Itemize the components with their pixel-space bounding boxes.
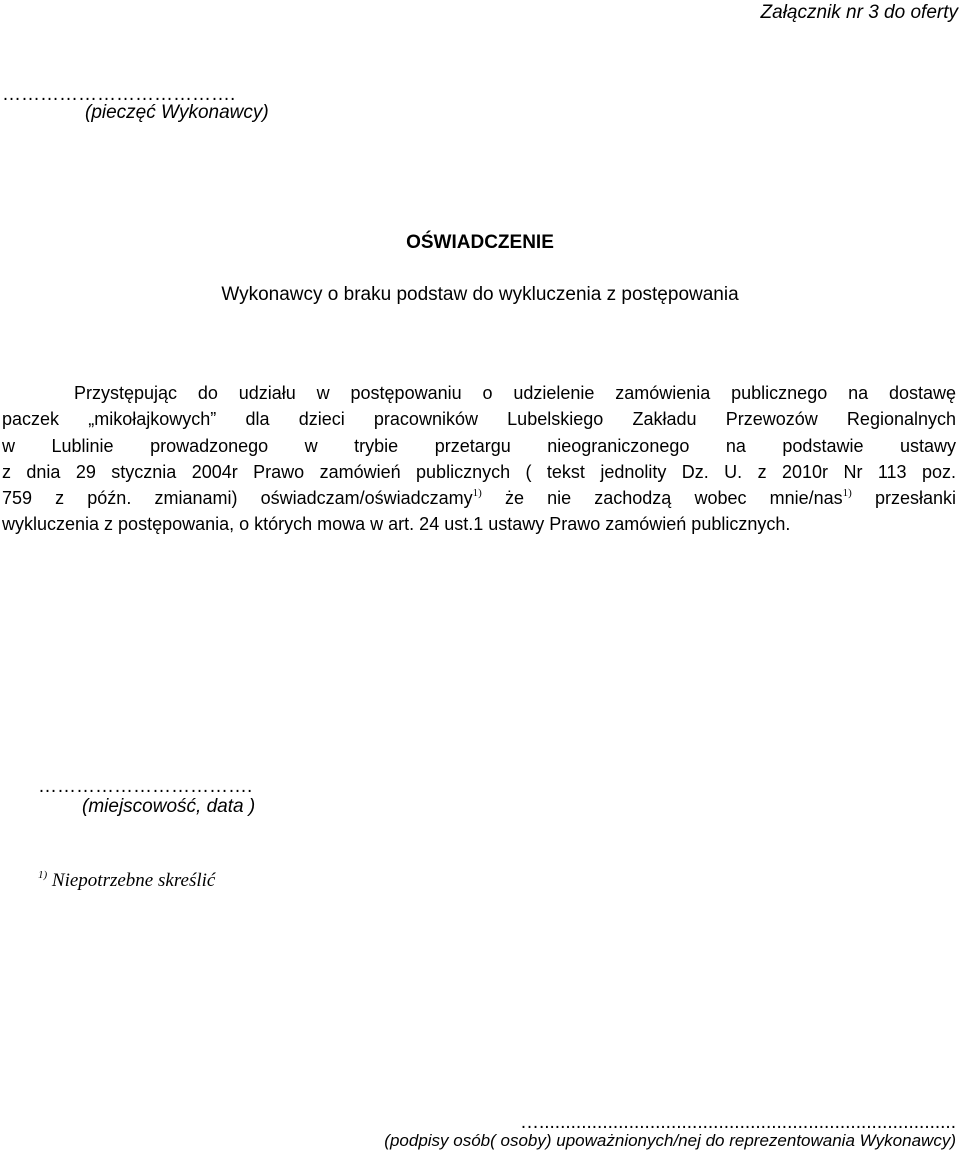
footnote bbox=[38, 870, 215, 892]
paragraph-text: przesłanki bbox=[851, 488, 956, 509]
footnote-marker: 1) bbox=[472, 487, 482, 500]
footnote-text: Niepotrzebne skreślić bbox=[47, 870, 216, 891]
declaration-paragraph bbox=[2, 380, 956, 538]
paragraph-line: wykluczenia z postępowania, o których mowa w art. 24 ust.1 ustawy Prawo zamówień publicznych. bbox=[2, 514, 791, 535]
paragraph-line bbox=[2, 485, 956, 511]
document-subtitle: Wykonawcy o braku podstaw do wykluczenia z postępowania bbox=[221, 284, 739, 305]
paragraph-line: z dnia 29 stycznia 2004r Prawo zamówień publicznych ( tekst jednolity Dz. U. z 2010r Nr 113 poz. bbox=[2, 461, 956, 482]
footnote-ref: 1) bbox=[38, 869, 48, 881]
document-title: OŚWIADCZENIE bbox=[406, 232, 554, 253]
paragraph-text: że nie zachodzą wobec mnie/nas bbox=[481, 488, 843, 509]
paragraph-text: 759 z późn. zmianami) oświadczam/oświadczamy bbox=[2, 488, 473, 509]
stamp-dots: ………………………………. bbox=[2, 84, 236, 105]
place-date-dots: ……………………………. bbox=[38, 776, 253, 797]
signature-label: (podpisy osób( osoby) upoważnionych/nej do reprezentowania Wykonawcy) bbox=[384, 1131, 956, 1150]
annex-label: Załącznik nr 3 do oferty bbox=[760, 2, 958, 23]
paragraph-line: paczek „mikołajkowych” dla dzieci pracowników Lubelskiego Zakładu Przewozów Regionalnych bbox=[2, 409, 956, 430]
paragraph-line: Przystępując do udziału w postępowaniu o udzielenie zamówienia publicznego na dostawę bbox=[74, 383, 956, 403]
footnote-marker: 1) bbox=[842, 487, 852, 500]
paragraph-line: w Lublinie prowadzonego w trybie przetargu nieograniczonego na podstawie ustawy bbox=[2, 435, 956, 456]
stamp-label: (pieczęć Wykonawcy) bbox=[85, 102, 269, 123]
place-date-label: (miejscowość, data ) bbox=[82, 796, 256, 817]
signature-dots: …............................................................................... bbox=[519, 1112, 956, 1133]
